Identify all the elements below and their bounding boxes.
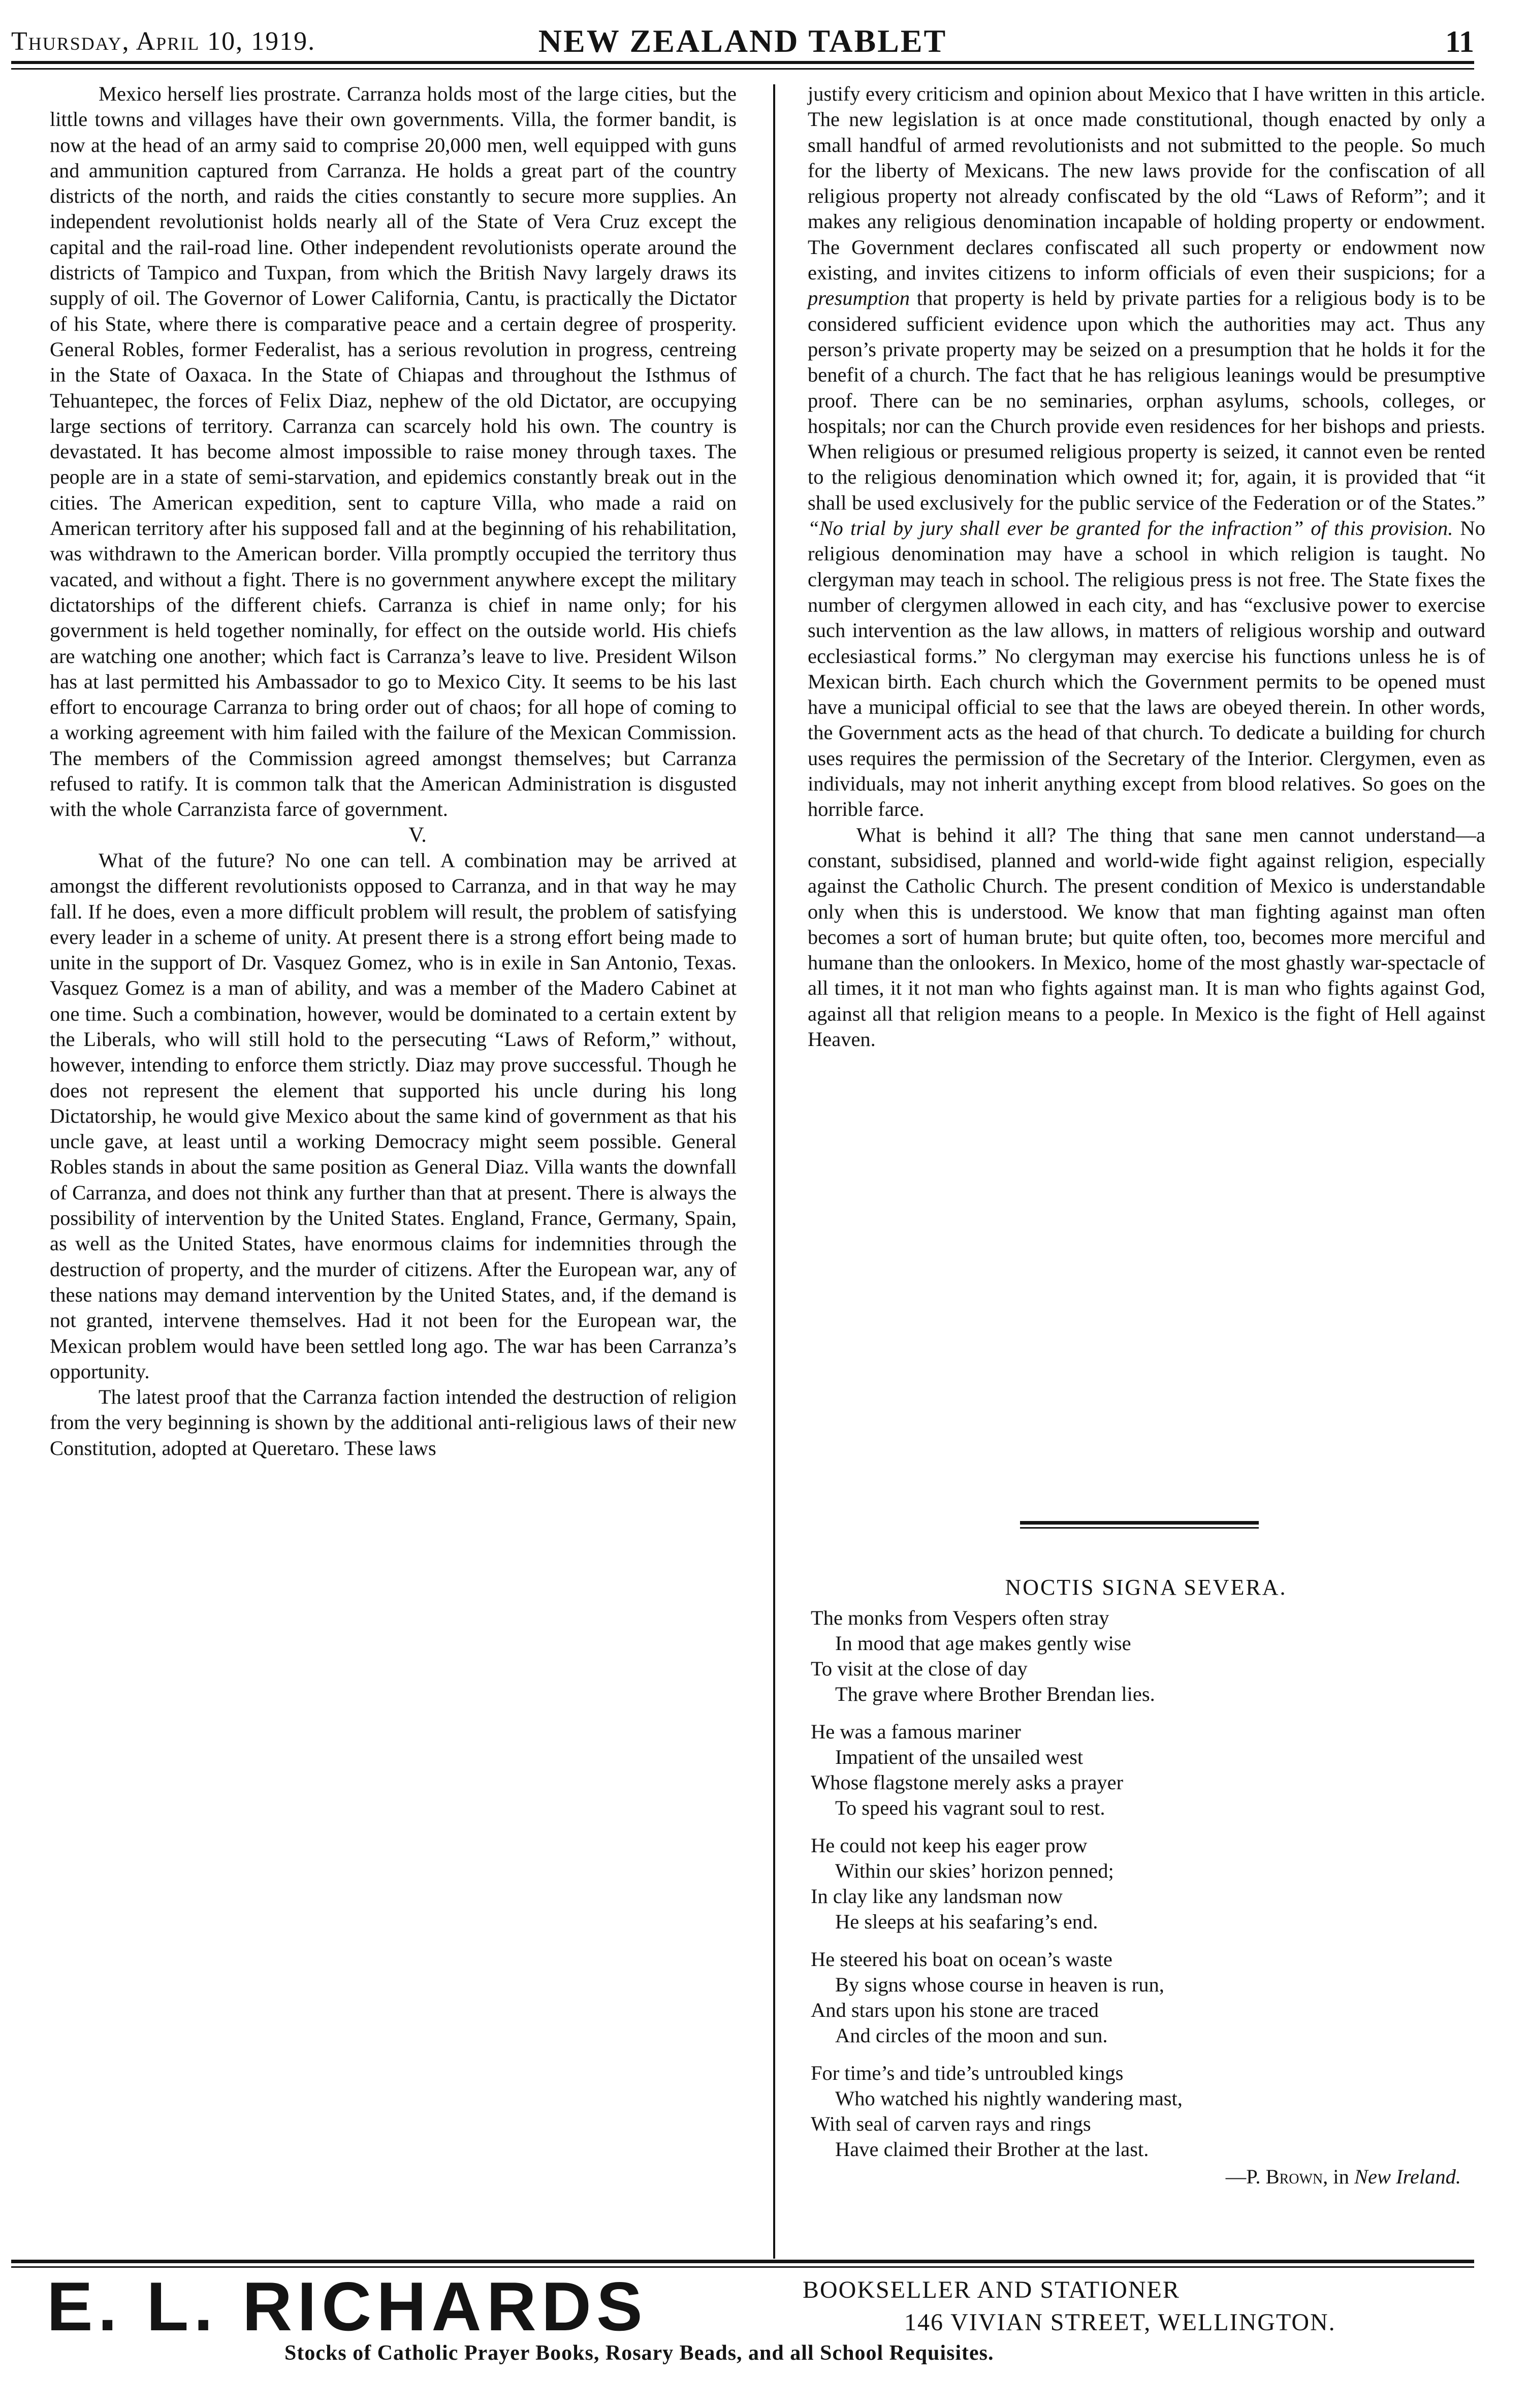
poem-line: In clay like any landsman now [811, 1885, 1063, 1908]
advertiser-address: 146 VIVIAN STREET, WELLINGTON. [904, 2309, 1336, 2336]
footer-rule-thick [11, 2260, 1474, 2263]
poem-line: Have claimed their Brother at the last. [835, 2138, 1149, 2161]
poem-line: With seal of carven rays and rings [811, 2112, 1091, 2135]
poem-line: For time’s and tide’s untroubled kings [811, 2062, 1124, 2084]
poem-line: The monks from Vespers often stray [811, 1606, 1109, 1629]
poem-credit: —P. Brown, in New Ireland. [1225, 2165, 1461, 2188]
advertiser-stock: Stocks of Catholic Prayer Books, Rosary Beads, and all School Requisites. [284, 2341, 994, 2365]
masthead-title: NEW ZEALAND TABLET [538, 23, 947, 59]
poem-separator-thin [1020, 1527, 1259, 1529]
stanza [811, 1947, 1481, 2048]
poem-line: Impatient of the unsailed west [835, 1746, 1084, 1768]
poem-line: Whose flagstone merely asks a prayer [811, 1771, 1124, 1794]
poem-line: And stars upon his stone are traced [811, 1999, 1099, 2021]
poem-line: By signs whose course in heaven is run, [835, 1973, 1164, 1996]
right-column [808, 81, 1485, 1052]
right-paragraph-2: What is behind it all? The thing that sane men cannot understand—a constant, subsidised, planned and world-wide fight against religion, especially against the Catholic Church. The present condition of Mexico is understandable only when this is understood. We know that man fighting against man often becomes a sort of human brute; but quite often, too, becomes more merciful and humane than the onlookers. In Mexico, home of the most ghastly war-spectacle of all times, it it not man who fights against man. It is man who fights against God, against all that religion means to a people. In Mexico is the fight of Hell against Heaven. [808, 823, 1485, 1051]
stanza [811, 2061, 1481, 2162]
issue-date: Thursday, April 10, 1919. [11, 27, 316, 56]
header-rule-top [11, 61, 1474, 64]
stanza [811, 1719, 1481, 1821]
poem-author: —P. Brown, [1225, 2165, 1328, 2188]
poem-line: To speed his vagrant soul to rest. [835, 1796, 1105, 1819]
poem-line: He could not keep his eager prow [811, 1834, 1088, 1857]
poem-line: In mood that age makes gently wise [835, 1632, 1131, 1655]
poem-separator-thick [1020, 1521, 1259, 1525]
page-header [11, 15, 1474, 66]
advertiser-name: E. L. RICHARDS [47, 2268, 648, 2345]
right-paragraph-1: justify every criticism and opinion about Mexico that I have written in this article. The new legislation is at once made constitutional, though enacted by only a small handful of armed revolutionists and not submitted to the people. So much for the liberty of Mexicans. The new laws provide for the confiscation of all religious property not already confiscated by the old “Laws of Reform”; and it makes any religious denomination incapable of holding property or endowment. The Government declares confiscated all such property or endowment now existing, and invites citizens to inform officials of even their suspicions; for a presumption that property is held by private parties for a religious body is to be considered sufficient evidence upon which the authorities may act. Thus any person’s private property may be seized on a presumption that he holds it for the benefit of a church. The fact that he has religious leanings would be presumptive proof. There can be no seminaries, orphan asylums, schools, colleges, or hospitals; nor can the Church provide even residences for her bishops and priests. When religious or presumed religious property is seized, it cannot even be rented to the religious denomination which owned it; for, again, it is provided that “it shall be used exclusively for the public service of the Federation or of the States.” “No trial by jury shall ever be granted for the infraction” of this provision. No religious denomination may have a school in which religion is taught. No clergyman may teach in school. The religious press is not free. The State fixes the number of clergymen allowed in each city, and has “exclusive power to exercise such intervention as the law allows, in matters of religious worship and outward ecclesiastical forms.” No clergyman may exercise his functions unless he is of Mexican birth. Each church which the Government permits to be opened must have a municipal official to see that the laws are obeyed therein. In other words, the Government acts as the head of that church. To dedicate a building for church uses requires the permission of the Secretary of the Interior. Clergymen, even as individuals, may not inherit anything except from blood relatives. So goes on the horrible farce. [808, 82, 1485, 821]
poem-source: New Ireland. [1354, 2165, 1461, 2188]
poem-line: He was a famous mariner [811, 1720, 1021, 1743]
poem-line: To visit at the close of day [811, 1657, 1028, 1680]
poem-line: Who watched his nightly wandering mast, [835, 2087, 1183, 2110]
column-divider [773, 84, 775, 2259]
poem-line: He sleeps at his seafaring’s end. [835, 1910, 1098, 1933]
poem [811, 1575, 1481, 2190]
stanza [811, 1605, 1481, 1707]
header-rule-bottom [11, 68, 1474, 70]
section-heading: V. [408, 823, 427, 847]
poem-title: NOCTIS SIGNA SEVERA. [1005, 1575, 1287, 1600]
stanza [811, 1833, 1481, 1935]
poem-line: He steered his boat on ocean’s waste [811, 1948, 1112, 1971]
left-paragraph-2: What of the future? No one can tell. A combination may be arrived at amongst the different revolutionists opposed to Carranza, and in that way he may fall. If he does, even a more difficult problem will result, the problem of satisfying every leader in a scheme of unity. At present there is a strong effort being made to unite in the support of Dr. Vasquez Gomez, who is in exile in San Antonio, Texas. Vasquez Gomez is a man of ability, and was a member of the Madero Cabinet at one time. Such a combination, however, would be dominated to a certain extent by the Liberals, who will still hold to the persecuting “Laws of Reform,” without, however, intending to enforce them strictly. Diaz may prove successful. Though he does not represent the element that supported his uncle during his long Dictatorship, he would give Mexico about the same kind of government as that his uncle gave, at least until a working Democracy might seem possible. General Robles stands in about the same position as General Diaz. Villa wants the downfall of Carranza, and does not think any further than that at present. There is always the possibility of intervention by the United States. England, France, Germany, Spain, as well as the United States, have enormous claims for indemnities through the destruction of property, and the murder of citizens. After the European war, any of these nations may demand intervention by the United States, and, if the demand is not granted, intervene themselves. Had it not been for the European war, the Mexican problem would have been settled long ago. The war has been Carranza’s opportunity. [50, 848, 737, 1383]
emphasis-quotation: “No trial by jury shall ever be granted for the infraction” of this provision. [808, 517, 1453, 540]
poem-line: And circles of the moon and sun. [835, 2024, 1108, 2047]
advertiser-trade: BOOKSELLER AND STATIONER [803, 2276, 1180, 2303]
poem-line: Within our skies’ horizon penned; [835, 1859, 1114, 1882]
left-paragraph-1: Mexico herself lies prostrate. Carranza holds most of the large cities, but the little towns and villages have their own governments. Villa, the former bandit, is now at the head of an army said to comprise 20,000 men, well equipped with guns and ammunition captured from Carranza. He holds a great part of the country districts of the north, and raids the cities constantly to secure more supplies. An independent revolutionist holds nearly all of the State of Vera Cruz except the capital and the rail-road line. Other independent revolutionists operate around the districts of Tampico and Tuxpan, from which the British Navy largely draws its supply of oil. The Governor of Lower California, Cantu, is practically the Dictator of his State, where there is comparative peace and a certain degree of prosperity. General Robles, former Federalist, has a serious revolution in progress, centreing in the State of Oaxaca. In the State of Chiapas and throughout the Isthmus of Tehuantepec, the forces of Felix Diaz, nephew of the old Dictator, are occupying large sections of territory. Carranza can scarcely hold his own. The country is devastated. It has become almost impossible to raise money through taxes. The people are in a state of semi-starvation, and epidemics constantly break out in the cities. The American expedition, sent to capture Villa, who made a raid on American territory after his supposed fall and at the beginning of his rehabilitation, was withdrawn to the American border. Villa promptly occupied the territory thus vacated, and without a fight. There is no government anywhere except the military dictatorships of the different chiefs. Carranza is chief in name only; for his government is held together nominally, for effect on the outside world. His chiefs are watching one another; which fact is Carranza’s leave to live. President Wilson has at last permitted his Ambassador to go to Mexico City. It seems to be his last effort to encourage Carranza to bring order out of chaos; for all hope of coming to a working agreement with him failed with the failure of the Mexican Commission. The members of the Commission agreed amongst themselves; but Carranza refused to ratify. It is common talk that the American Administration is disgusted with the whole Carranzista farce of government. [50, 82, 737, 821]
left-paragraph-3: The latest proof that the Carranza faction intended the destruction of religion from the very beginning is shown by the additional anti-religious laws of their new Constitution, adopted at Queretaro. These laws [50, 1385, 737, 1460]
left-column [50, 81, 737, 1461]
poem-line: The grave where Brother Brendan lies. [835, 1683, 1155, 1705]
page-number: 11 [1445, 25, 1474, 58]
emphasis-presumption: presumption [808, 287, 910, 310]
